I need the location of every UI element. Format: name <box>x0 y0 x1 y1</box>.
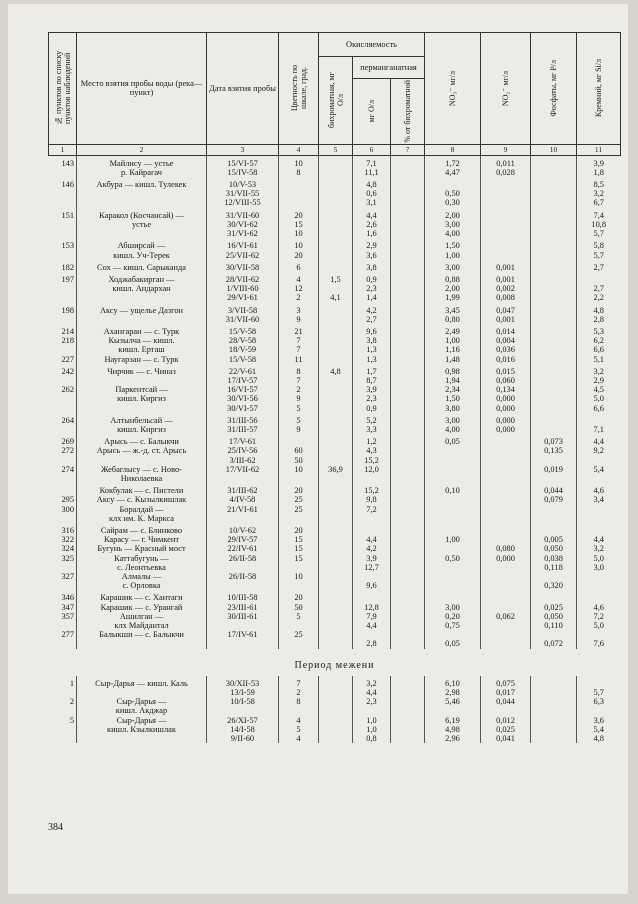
table-row <box>49 434 621 483</box>
table-cell-col8: 2,00 3,00 4,00 <box>425 208 481 239</box>
table-cell-col11: 5,3 6,2 6,6 5,1 <box>577 324 621 364</box>
table-cell-col5 <box>319 523 353 590</box>
table-cell-col3: 31/VII-60 30/VI-62 31/VI-62 <box>207 208 279 239</box>
table-cell-col3: 15/V-58 28/V-58 18/V-59 15/V-58 <box>207 324 279 364</box>
table-cell-col10 <box>531 413 577 434</box>
table-cell-col4: 20 15 15 15 10 <box>279 523 319 590</box>
table-cell-col7 <box>391 208 425 239</box>
table-cell-col7 <box>391 364 425 413</box>
table-row <box>49 590 621 648</box>
table-cell-col1: 197 <box>61 274 74 284</box>
table-cell-col6: 15,2 9,8 7,2 <box>353 483 391 523</box>
table-cell-col11: 8,5 3,2 6,7 <box>577 177 621 208</box>
table-cell-col3: 17/V-61 25/IV-56 3/III-62 17/VII-62 <box>207 434 279 483</box>
table-cell-col10 <box>531 324 577 364</box>
table-cell-col10 <box>531 177 577 208</box>
table-row <box>49 324 621 364</box>
table-cell-col3: 31/III-56 31/III-57 <box>207 413 279 434</box>
col-num-9: 9 <box>481 144 531 155</box>
table-cell-col1: 269 272 274 <box>61 437 74 474</box>
table-cell-col10 <box>531 260 577 272</box>
table-cell-col8: 1,00 0,50 <box>425 523 481 590</box>
table-cell-col8: 3,00 0,20 0,75 0,05 <box>425 590 481 648</box>
table-cell-col8: 6,10 2,98 5,46 6,19 4,98 2,96 <box>425 676 481 743</box>
table-cell-col11: 2,7 <box>577 260 621 272</box>
table-row <box>49 208 621 239</box>
table-cell-col4 <box>279 177 319 208</box>
table-cell-col7 <box>391 413 425 434</box>
col-num-2: 2 <box>77 144 207 155</box>
table-cell-col6: 0,9 2,3 1,4 <box>353 272 391 303</box>
table-cell-col8: 3,45 0,80 <box>425 303 481 324</box>
table-cell-col6: 5,2 3,3 <box>353 413 391 434</box>
table-cell-col7 <box>391 590 425 648</box>
table-cell-col4: 8 7 2 9 5 <box>279 364 319 413</box>
table-cell-col2: Ходжабакирган — кишл. Андархан <box>77 272 207 303</box>
table-cell-col11: 2,7 2,2 <box>577 272 621 303</box>
table-row <box>49 523 621 590</box>
col-header-1: № пунктов по списку пунктов наблюдений <box>49 33 77 145</box>
table-cell-col6: 4,4 2,6 1,6 <box>353 208 391 239</box>
table-cell-col1: 153 <box>61 241 74 251</box>
table-cell-col9: 0,075 0,017 0,044 0,012 0,025 0,041 <box>481 676 531 743</box>
table-row <box>49 238 621 259</box>
col-num-6: 6 <box>353 144 391 155</box>
table-cell-col10 <box>531 155 577 177</box>
table-cell-col10 <box>531 676 577 743</box>
table-cell-col3: 28/VII-62 1/VIII-60 29/VI-61 <box>207 272 279 303</box>
table-cell-col5: 1,5 4,1 <box>319 272 353 303</box>
table-cell-col9: 0,015 0,060 0,134 0,000 0,000 <box>481 364 531 413</box>
col-header-8: NO₃⁻ мг/л <box>425 33 481 145</box>
table-cell-col2: Каракол (Косчансай) — устье <box>77 208 207 239</box>
table-cell-col2: Чирчик — с. Чиназ Паркентсай — кишл. Киргиз <box>77 364 207 413</box>
table-cell-col11: 4,6 3,4 <box>577 483 621 523</box>
table-row <box>49 413 621 434</box>
table-cell-col1: 264 <box>61 415 74 425</box>
table-cell-col7 <box>391 434 425 483</box>
table-cell-col9: 0,001 <box>481 260 531 272</box>
table-cell-col4: 6 <box>279 260 319 272</box>
table-cell-col6: 3,2 4,4 2,3 1,0 1,0 0,8 <box>353 676 391 743</box>
table-cell-col5 <box>319 483 353 523</box>
table-body-lowwater <box>49 676 621 743</box>
table-cell-col2: Карашик — с. Хантаги Карашик — с. Урангай Ашилган — клх Майдантал Балыкши — с. Балыкчи <box>77 590 207 648</box>
table-cell-col1: 346 347 357 277 <box>61 593 74 640</box>
table-cell-col11: 5,7 6,3 3,6 5,4 4,8 <box>577 676 621 743</box>
table-cell-col3: 16/VI-61 25/VII-62 <box>207 238 279 259</box>
table-cell-col8: 0,98 1,94 2,34 1,50 3,80 <box>425 364 481 413</box>
table-cell-col9: 0,062 <box>481 590 531 648</box>
table-cell-col4: 5 9 <box>279 413 319 434</box>
table-cell-col1: 214 218 227 <box>61 326 74 364</box>
table-cell-col1: 143 <box>61 158 74 168</box>
table-cell-col4: 3 9 <box>279 303 319 324</box>
table-cell-col3: 15/VI-57 15/IV-58 <box>207 155 279 177</box>
table-cell-col3: 30/XII-53 13/I-59 10/I-58 26/XI-57 14/I-58 9/II-60 <box>207 676 279 743</box>
table-cell-col3: 10/V-62 29/IV-57 22/IV-61 26/II-58 26/II-58 <box>207 523 279 590</box>
table-cell-col7 <box>391 483 425 523</box>
table-row <box>49 364 621 413</box>
table-cell-col5 <box>319 208 353 239</box>
col-num-4: 4 <box>279 144 319 155</box>
table-cell-col4: 10 20 <box>279 238 319 259</box>
table-cell-col7 <box>391 155 425 177</box>
col-num-7: 7 <box>391 144 425 155</box>
table-cell-col9 <box>481 238 531 259</box>
table-cell-col4: 7 2 8 4 5 4 <box>279 676 319 743</box>
table-cell-col9 <box>481 434 531 483</box>
table-cell-col2: Арысь — с. Балыкчи Арысь — ж.-д. ст. Арысь Жебаглысу — с. Ново- Николаевка <box>77 434 207 483</box>
table-row <box>49 483 621 523</box>
table-cell-col9: 0,011 0,028 <box>481 155 531 177</box>
table-cell-col6: 4,4 4,2 3,9 12,7 9,6 <box>353 523 391 590</box>
table-cell-col4: 20 15 10 <box>279 208 319 239</box>
table-cell-col5 <box>319 260 353 272</box>
table-cell-col2: Акбура — кишл. Тулекек <box>77 177 207 208</box>
table-cell-col9: 0,001 0,002 0,008 <box>481 272 531 303</box>
page-number: 384 <box>48 822 63 833</box>
table-row <box>49 303 621 324</box>
table-cell-col10 <box>531 303 577 324</box>
col-num-11: 11 <box>577 144 621 155</box>
table-cell-col4: 21 7 7 11 <box>279 324 319 364</box>
table-cell-col8: 1,72 4,47 <box>425 155 481 177</box>
table-cell-col10 <box>531 272 577 303</box>
table-cell-col5: 36,9 <box>319 434 353 483</box>
table-cell-col9: 0,014 0,004 0,036 0,016 <box>481 324 531 364</box>
table-cell-col5 <box>319 324 353 364</box>
col-header-5: бихроматная, мг О/л <box>319 57 353 145</box>
table-cell-col6: 3,8 <box>353 260 391 272</box>
table-cell-col6: 4,2 2,7 <box>353 303 391 324</box>
table-cell-col7 <box>391 260 425 272</box>
table-cell-col10 <box>531 208 577 239</box>
table-cell-col7 <box>391 177 425 208</box>
table-cell-col2: Майлису — устье р. Кайрагач <box>77 155 207 177</box>
table-cell-col6: 4,8 0,6 3,1 <box>353 177 391 208</box>
table-cell-col8: 2,49 1,00 1,16 1,48 <box>425 324 481 364</box>
table-cell-col10 <box>531 364 577 413</box>
table-cell-col5: 4,8 <box>319 364 353 413</box>
table-cell-col11: 5,8 5,7 <box>577 238 621 259</box>
table-cell-col8: 0,10 <box>425 483 481 523</box>
col-header-6: мг О/л <box>353 79 391 145</box>
table-cell-col5 <box>319 413 353 434</box>
table-cell-col1: 151 <box>61 210 74 220</box>
col-header-9: NO₂⁻ мг/л <box>481 33 531 145</box>
table-cell-col4: 20 50 5 25 <box>279 590 319 648</box>
table-cell-col8: 1,50 1,00 <box>425 238 481 259</box>
table-cell-col5 <box>319 590 353 648</box>
table-cell-col7 <box>391 523 425 590</box>
table-cell-col1: 198 <box>61 305 74 315</box>
table-cell-col11: 3,9 1,8 <box>577 155 621 177</box>
table-cell-col4: 20 25 25 <box>279 483 319 523</box>
table-cell-col6: 1,2 4,3 15,2 12,0 <box>353 434 391 483</box>
table-cell-col7 <box>391 303 425 324</box>
table-row <box>49 676 621 743</box>
col-num-5: 5 <box>319 144 353 155</box>
section-title: Период межени <box>294 659 375 671</box>
table-cell-col11: 4,4 3,2 5,0 3,0 <box>577 523 621 590</box>
table-cell-col10 <box>531 238 577 259</box>
oxidability-header: Окисляемость <box>319 33 425 57</box>
table-cell-col3: 3/VII-58 31/VII-60 <box>207 303 279 324</box>
table-cell-col6: 1,7 8,7 3,9 2,3 0,9 <box>353 364 391 413</box>
table-cell-col11: 4,8 2,8 <box>577 303 621 324</box>
col-header-11: Кремний, мг Si/л <box>577 33 621 145</box>
table-cell-col3: 10/III-58 23/III-61 30/III-61 17/IV-61 <box>207 590 279 648</box>
table-cell-col8: 3,00 4,00 <box>425 413 481 434</box>
table-cell-col1: 146 <box>61 180 74 190</box>
table-cell-col1: 182 <box>61 262 74 272</box>
table-cell-col4: 10 8 <box>279 155 319 177</box>
table-row <box>49 260 621 272</box>
table-cell-col7 <box>391 238 425 259</box>
table-cell-col5 <box>319 676 353 743</box>
table-cell-col5 <box>319 303 353 324</box>
table-row <box>49 155 621 177</box>
table-cell-col5 <box>319 177 353 208</box>
table-cell-col3: 31/III-62 4/IV-58 21/VI-61 <box>207 483 279 523</box>
table-cell-col3: 22/V-61 17/IV-57 16/VI-57 30/VI-56 30/VI-57 <box>207 364 279 413</box>
table-cell-col1: 295 300 <box>61 495 74 514</box>
table-cell-col11: 3,2 2,9 4,5 5,0 6,6 <box>577 364 621 413</box>
table-cell-col5 <box>319 155 353 177</box>
table-cell-col7 <box>391 676 425 743</box>
table-cell-col10: 0,005 0,050 0,038 0,118 0,320 <box>531 523 577 590</box>
table-cell-col3: 30/VII-58 <box>207 260 279 272</box>
col-num-3: 3 <box>207 144 279 155</box>
data-table <box>48 32 621 743</box>
table-cell-col8: 3,00 <box>425 260 481 272</box>
table-row <box>49 177 621 208</box>
col-num-8: 8 <box>425 144 481 155</box>
table-cell-col1: 242 262 <box>61 366 74 395</box>
table-cell-col10: 0,044 0,079 <box>531 483 577 523</box>
table-cell-col9 <box>481 483 531 523</box>
table-cell-col11: 4,6 7,2 5,0 7,6 <box>577 590 621 648</box>
table-cell-col5 <box>319 238 353 259</box>
table-cell-col8: 0,88 2,00 1,99 <box>425 272 481 303</box>
col-header-3: Дата взятия пробы <box>207 33 279 145</box>
col-num-1: 1 <box>49 144 77 155</box>
table-cell-col6: 12,8 7,9 4,4 2,8 <box>353 590 391 648</box>
table-cell-col9 <box>481 208 531 239</box>
table-row <box>49 272 621 303</box>
table-cell-col8: 0,05 <box>425 434 481 483</box>
table-cell-col2: Ахангаран — с. Турк Кызылча — кишл. кишл. Ерташ Наугарзан — с. Турк <box>77 324 207 364</box>
table-cell-col6: 9,6 3,8 1,3 1,3 <box>353 324 391 364</box>
table-cell-col7 <box>391 272 425 303</box>
table-cell-col2: Алтынбельсай — кишл. Киргиз <box>77 413 207 434</box>
table-cell-col1: 1 2 5 <box>69 678 74 725</box>
table-cell-col2: Кокбулак — с. Пистели Аксу — с. Кызылкишлак Боралдай — клх им. К. Маркса <box>77 483 207 523</box>
col-header-7: % от бихроматной <box>391 79 425 145</box>
table-cell-col2: Аксу — ущелье Дазгон <box>77 303 207 324</box>
table-cell-col6: 2,9 3,6 <box>353 238 391 259</box>
table-cell-col3: 10/V-53 31/VII-55 12/VIII-55 <box>207 177 279 208</box>
table-cell-col9: 0,000 0,000 <box>481 413 531 434</box>
table-cell-col9 <box>481 177 531 208</box>
table-cell-col2: Сох — кишл. Сарыканда <box>77 260 207 272</box>
table-cell-col6: 7,1 11,1 <box>353 155 391 177</box>
section-divider <box>49 649 621 676</box>
col-header-10: Фосфаты, мг P/л <box>531 33 577 145</box>
table-cell-col7 <box>391 324 425 364</box>
table-cell-col11: 4,4 9,2 5,4 <box>577 434 621 483</box>
table-cell-col9: 0,080 0,000 <box>481 523 531 590</box>
table-cell-col2: Абширсай — кишл. Уч-Терек <box>77 238 207 259</box>
col-header-2: Место взятия пробы воды (река—пункт) <box>77 33 207 145</box>
table-cell-col2: Сыр-Дарья — кишл. Каль Сыр-Дарья — кишл. Акджар Сыр-Дарья — кишл. Кзылкишлак <box>77 676 207 743</box>
table-cell-col4: 60 50 10 <box>279 434 319 483</box>
col-header-4: Цветность по шкале, град. <box>279 33 319 145</box>
document-page <box>8 4 628 894</box>
table-cell-col10: 0,073 0,135 0,019 <box>531 434 577 483</box>
table-cell-col4: 4 12 2 <box>279 272 319 303</box>
permanganate-header: перманганатная <box>353 57 425 79</box>
table-cell-col1: 316 322 324 325 327 <box>61 525 74 581</box>
table-cell-col2: Сайрам — с. Блинково Карасу — г. Чимкент Бугунь — Красный мост Каттабугунь — с. Леонтьевка Алмалы — с. Орловка <box>77 523 207 590</box>
table-cell-col9: 0,047 0,001 <box>481 303 531 324</box>
table-cell-col11: 7,4 10,8 5,7 <box>577 208 621 239</box>
table-cell-col8: 0,50 0,30 <box>425 177 481 208</box>
table-body-main <box>49 155 621 648</box>
col-num-10: 10 <box>531 144 577 155</box>
table-cell-col10: 0,025 0,050 0,110 0,072 <box>531 590 577 648</box>
table-cell-col11: 7,1 <box>577 413 621 434</box>
